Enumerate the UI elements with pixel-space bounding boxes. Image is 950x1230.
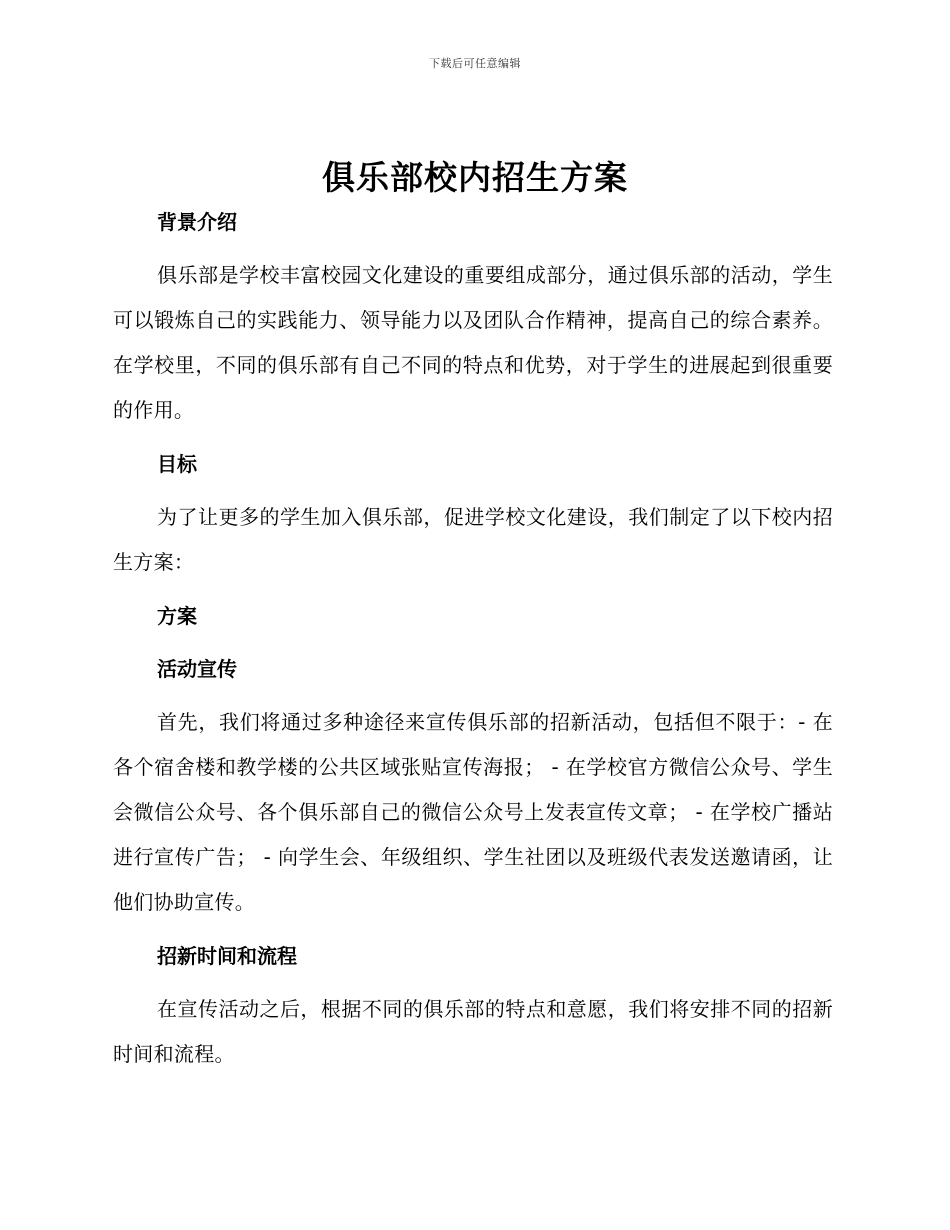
header-note: 下载后可任意编辑 xyxy=(429,57,521,70)
section-heading-plan: 方案 xyxy=(157,604,197,628)
section-paragraph-promotion: 首先，我们将通过多种途径来宣传俱乐部的招新活动，包括但不限于：- 在各个宿舍楼和教学楼的公共区域张贴宣传海报； - 在学校官方微信公众号、学生会微信公众号、各个俱乐部自己的微信公众号上发表宣传文章； - 在学校广播站进行宣传广告； - 向学生会、年级组织、学生社团以及班级代表发送邀请函，让他们协助宣传。 xyxy=(113,710,833,914)
document-title: 俱乐部校内招生方案 xyxy=(322,158,628,197)
document-body xyxy=(113,203,833,1077)
section-paragraph-background: 俱乐部是学校丰富校园文化建设的重要组成部分，通过俱乐部的活动，学生可以锻炼自己的实践能力、领导能力以及团队合作精神，提高自己的综合素养。在学校里，不同的俱乐部有自己不同的特点和优势，对于学生的进展起到很重要的作用。 xyxy=(113,263,833,422)
section-heading-schedule: 招新时间和流程 xyxy=(157,944,297,968)
section-paragraph-schedule: 在宣传活动之后，根据不同的俱乐部的特点和意愿，我们将安排不同的招新时间和流程。 xyxy=(113,997,833,1066)
section-heading-goal: 目标 xyxy=(157,452,197,476)
section-paragraph-goal: 为了让更多的学生加入俱乐部，促进学校文化建设，我们制定了以下校内招生方案： xyxy=(113,505,833,574)
section-heading-promotion: 活动宣传 xyxy=(157,657,237,681)
section-heading-background: 背景介绍 xyxy=(157,210,237,234)
